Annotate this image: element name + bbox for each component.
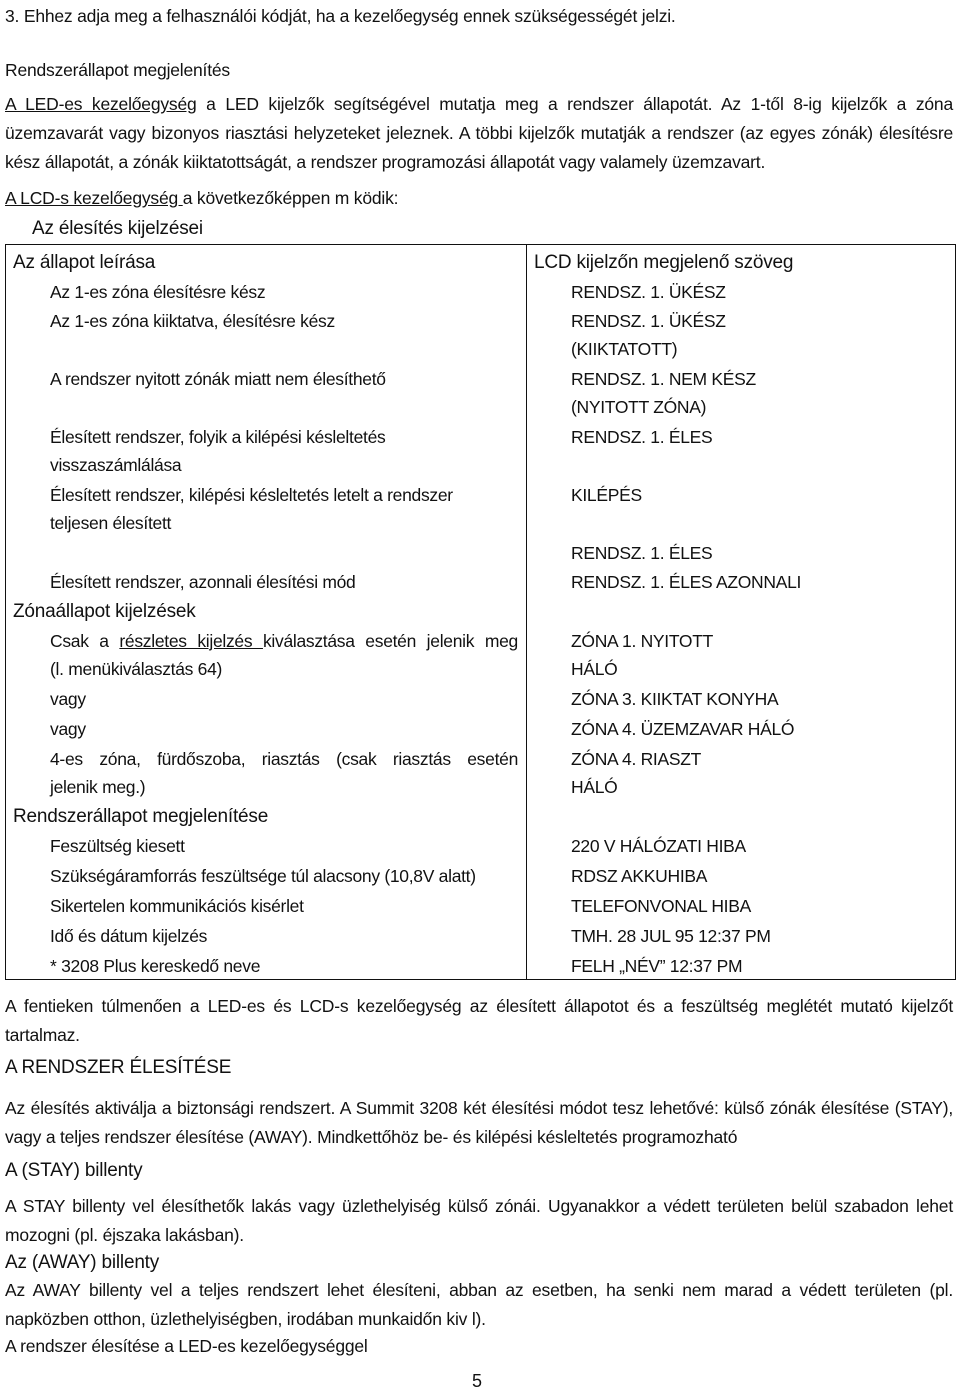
status-display-heading: Rendszerállapot megjelenítés <box>5 60 230 80</box>
step-3-text: 3. Ehhez adja meg a felhasználói kódját, ha a kezelőegység ennek szükségességét jelzi. <box>5 6 676 26</box>
zone-row-desc-line2: (l. menükiválasztás 64) <box>50 659 223 679</box>
sys-row-desc: Feszültség kiesett <box>50 836 185 856</box>
zone-row-desc: vagy <box>50 689 86 709</box>
sys-row-lcd: RDSZ AKKUHIBA <box>571 866 708 886</box>
row-desc: Élesített rendszer, azonnali élesítési mód <box>50 572 356 592</box>
zone-status-heading: Zónaállapot kijelzések <box>13 601 196 622</box>
led-keypad-term: A LED-es kezelőegység <box>5 94 197 114</box>
sys-row-desc: Sikertelen kommunikációs kisérlet <box>50 896 304 916</box>
row-lcd: RENDSZ. 1. ÜKÉSZ <box>571 282 726 302</box>
stay-key-heading: A (STAY) billenty <box>5 1160 143 1181</box>
row-lcd-line2: (KIIKTATOTT) <box>571 339 678 359</box>
table-border-middle <box>526 244 527 980</box>
row-lcd: KILÉPÉS <box>571 485 642 505</box>
sys-row-desc: * 3208 Plus kereskedő neve <box>50 956 261 976</box>
row-lcd: RENDSZ. 1. ÜKÉSZ <box>571 311 726 331</box>
zone-row-desc: vagy <box>50 719 86 739</box>
detailed-display-term: részletes kijelzés <box>119 631 263 651</box>
lcd-keypad-paragraph <box>5 184 953 213</box>
table-title: Az élesítés kijelzései <box>32 218 203 239</box>
sys-row-desc: Szükségáramforrás feszültsége túl alacsony (10,8V alatt) <box>50 866 476 886</box>
row-desc-line2: visszaszámlálása <box>50 455 182 475</box>
row-desc: A rendszer nyitott zónák miatt nem élesíthető <box>50 369 386 389</box>
row-lcd: RENDSZ. 1. ÉLES <box>571 427 713 447</box>
row-lcd-line2: (NYITOTT ZÓNA) <box>571 397 707 417</box>
row-desc-line2: teljesen élesített <box>50 513 172 533</box>
zone-row-lcd: ZÓNA 4. ÜZEMZAVAR HÁLÓ <box>571 719 795 739</box>
led-keypad-text: a LED kijelzők segítségével mutatja meg a rendszer állapotát. Az 1-től 8-ig kijelzők a zóna üzemzavarát vagy bizonyos riasztási helyzeteket jeleznek. A többi kijelzők mutatják a rendszer (az egyes zónák) élesítésre kész állapotát, a zónák kiiktatottságát, a rendszer programozási állapotát vagy valamely üzemzavart. <box>5 94 953 172</box>
zone-row-lcd-line2: HÁLÓ <box>571 659 618 679</box>
row-desc: Élesített rendszer, folyik a kilépési késleltetés <box>50 427 386 447</box>
row-lcd: RENDSZ. 1. ÉLES AZONNALI <box>571 572 802 592</box>
header-state-description: Az állapot leírása <box>13 252 156 273</box>
lcd-keypad-term: A LCD-s kezelőegység <box>5 188 183 208</box>
after-table-paragraph: A fentieken túlmenően a LED-es és LCD-s kezelőegység az élesített állapotot és a feszültség meglétét mutató kijelzőt tartalmaz. <box>5 996 953 1045</box>
zone-row-desc-a: Csak a <box>50 631 120 651</box>
table-border-top <box>5 244 956 245</box>
zone-row-lcd-line2: HÁLÓ <box>571 777 618 797</box>
table-border-right <box>955 244 956 980</box>
zone-row-desc-c: kiválasztása esetén jelenik meg <box>262 631 518 651</box>
row-desc: Élesített rendszer, kilépési késleltetés letelt a rendszer <box>50 485 453 505</box>
sys-row-desc: Idő és dátum kijelzés <box>50 926 208 946</box>
arming-heading: A RENDSZER ÉLESÍTÉSE <box>5 1057 232 1078</box>
row-lcd: RENDSZ. 1. ÉLES <box>571 543 713 563</box>
away-key-paragraph: Az AWAY billenty vel a teljes rendszert lehet élesíteni, abban az esetben, ha senki nem marad a védett területen (pl. napközben otthon, üzlethelyiségben, irodában munkaidőn kiv l). <box>5 1280 953 1329</box>
page-number: 5 <box>472 1371 483 1391</box>
zone-row-lcd: ZÓNA 4. RIASZT <box>571 749 701 769</box>
zone-row-desc <box>50 627 518 655</box>
zone-row-desc: 4-es zóna, fürdőszoba, riasztás (csak riasztás esetén <box>50 749 518 769</box>
sys-row-lcd: TELEFONVONAL HIBA <box>571 896 751 916</box>
system-status-heading: Rendszerállapot megjelenítése <box>13 806 269 827</box>
sys-row-lcd: TMH. 28 JUL 95 12:37 PM <box>571 926 771 946</box>
led-arming-heading: A rendszer élesítése a LED-es kezelőegységgel <box>5 1336 368 1356</box>
row-lcd: RENDSZ. 1. NEM KÉSZ <box>571 369 756 389</box>
zone-row-desc-line2: jelenik meg.) <box>50 777 146 797</box>
away-key-heading: Az (AWAY) billenty <box>5 1252 160 1273</box>
sys-row-lcd: FELH „NÉV” 12:37 PM <box>571 956 743 976</box>
arming-paragraph: Az élesítés aktiválja a biztonsági rendszert. A Summit 3208 két élesítési módot tesz lehetővé: külső zónák élesítése (STAY), vagy a teljes rendszer élesítése (AWAY). Mindkettőhöz be- és kilépési késleltetés programozható <box>5 1098 953 1147</box>
table-border-left <box>5 244 6 980</box>
row-desc: Az 1-es zóna kiiktatva, élesítésre kész <box>50 311 335 331</box>
stay-key-paragraph: A STAY billenty vel élesíthetők lakás vagy üzlethelyiség külső zónái. Ugyanakkor a védett területen belül szabadon lehet mozogni (pl. éjszaka lakásban). <box>5 1196 953 1245</box>
row-desc: Az 1-es zóna élesítésre kész <box>50 282 266 302</box>
led-keypad-paragraph <box>5 90 953 177</box>
zone-row-lcd: ZÓNA 3. KIIKTAT KONYHA <box>571 689 779 709</box>
lcd-keypad-text: a következőképpen m ködik: <box>182 188 399 208</box>
header-lcd-text: LCD kijelzőn megjelenő szöveg <box>534 252 794 273</box>
sys-row-lcd: 220 V HÁLÓZATI HIBA <box>571 836 746 856</box>
zone-row-lcd: ZÓNA 1. NYITOTT <box>571 631 714 651</box>
